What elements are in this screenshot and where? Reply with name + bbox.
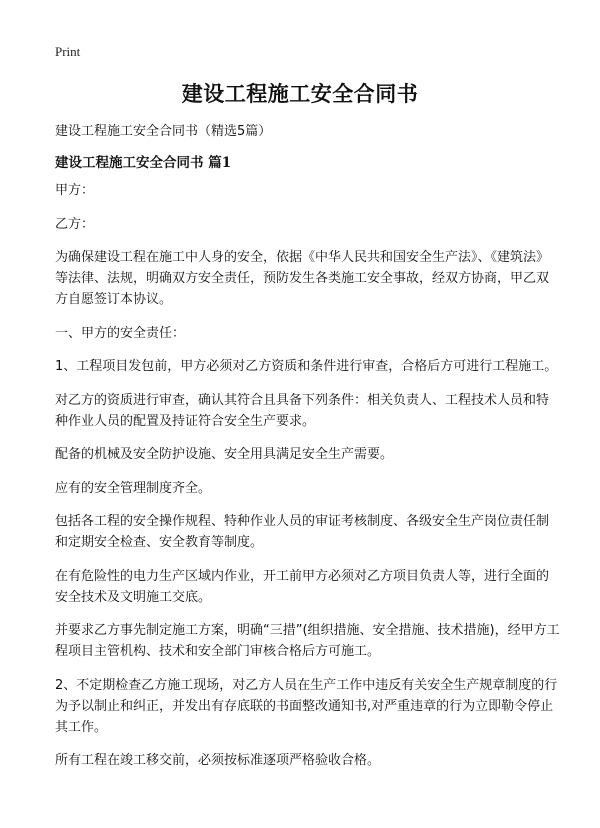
- paragraph-clause-1: 1、工程项目发包前，甲方必须对乙方资质和条件进行审查，合格后方可进行工程施工。: [55, 359, 558, 374]
- document-body: [55, 180, 560, 784]
- paragraph-regulations: 包括各工程的安全操作规程、特种作业人员的审证考核制度、各级安全生产岗位责任制和定期安全检查、安全教育等制度。: [55, 514, 550, 550]
- print-link[interactable]: Print: [55, 44, 81, 59]
- section-heading: 建设工程施工安全合同书 篇1: [55, 155, 232, 171]
- paragraph-party-b: 乙方：: [55, 216, 95, 232]
- paragraph-management: 应有的安全管理制度齐全。: [55, 480, 212, 496]
- paragraph-hazard-area: 在有危险性的电力生产区域内作业，开工前甲方必须对乙方项目负责人等，进行全面的安全技术及文明施工交底。: [55, 568, 550, 605]
- paragraph-party-a: 甲方：: [55, 183, 95, 198]
- document-subtitle: 建设工程施工安全合同书（精选5篇）: [55, 124, 272, 139]
- paragraph-clause-2: 2、不定期检查乙方施工现场，对乙方人员在生产工作中违反有关安全生产规章制度的行为予以制止和纠正，并发出有存底联的书面整改通知书,对严重违章的行为立即勒令停止其工作。: [55, 677, 558, 735]
- paragraph-qualification: 对乙方的资质进行审查，确认其符合且具备下列条件：相关负责人、工程技术人员和特种作业人员的配置及持证符合安全生产要求。: [55, 392, 550, 429]
- paragraph-acceptance: 所有工程在竣工移交前，必须按标准逐项严格验收合格。: [55, 753, 381, 768]
- document-title: 建设工程施工安全合同书: [181, 82, 419, 106]
- paragraph-construction-plan: 并要求乙方事先制定施工方案，明确“三措”(组织措施、安全措施、技术措施)，经甲方工程项目主管机构、技术和安全部门审核合格后方可施工。: [55, 623, 560, 659]
- paragraph-section-one: 一、甲方的安全责任：: [55, 325, 186, 341]
- paragraph-intro: 为确保建设工程在施工中人身的安全，依据《中华人民共和国安全生产法》、《建筑法》等法律、法规，明确双方安全责任，预防发生各类施工安全事故，经双方协商，甲乙双方自愿签订本协议。: [55, 250, 550, 307]
- paragraph-equipment: 配备的机械及安全防护设施、安全用具满足安全生产需要。: [55, 447, 394, 462]
